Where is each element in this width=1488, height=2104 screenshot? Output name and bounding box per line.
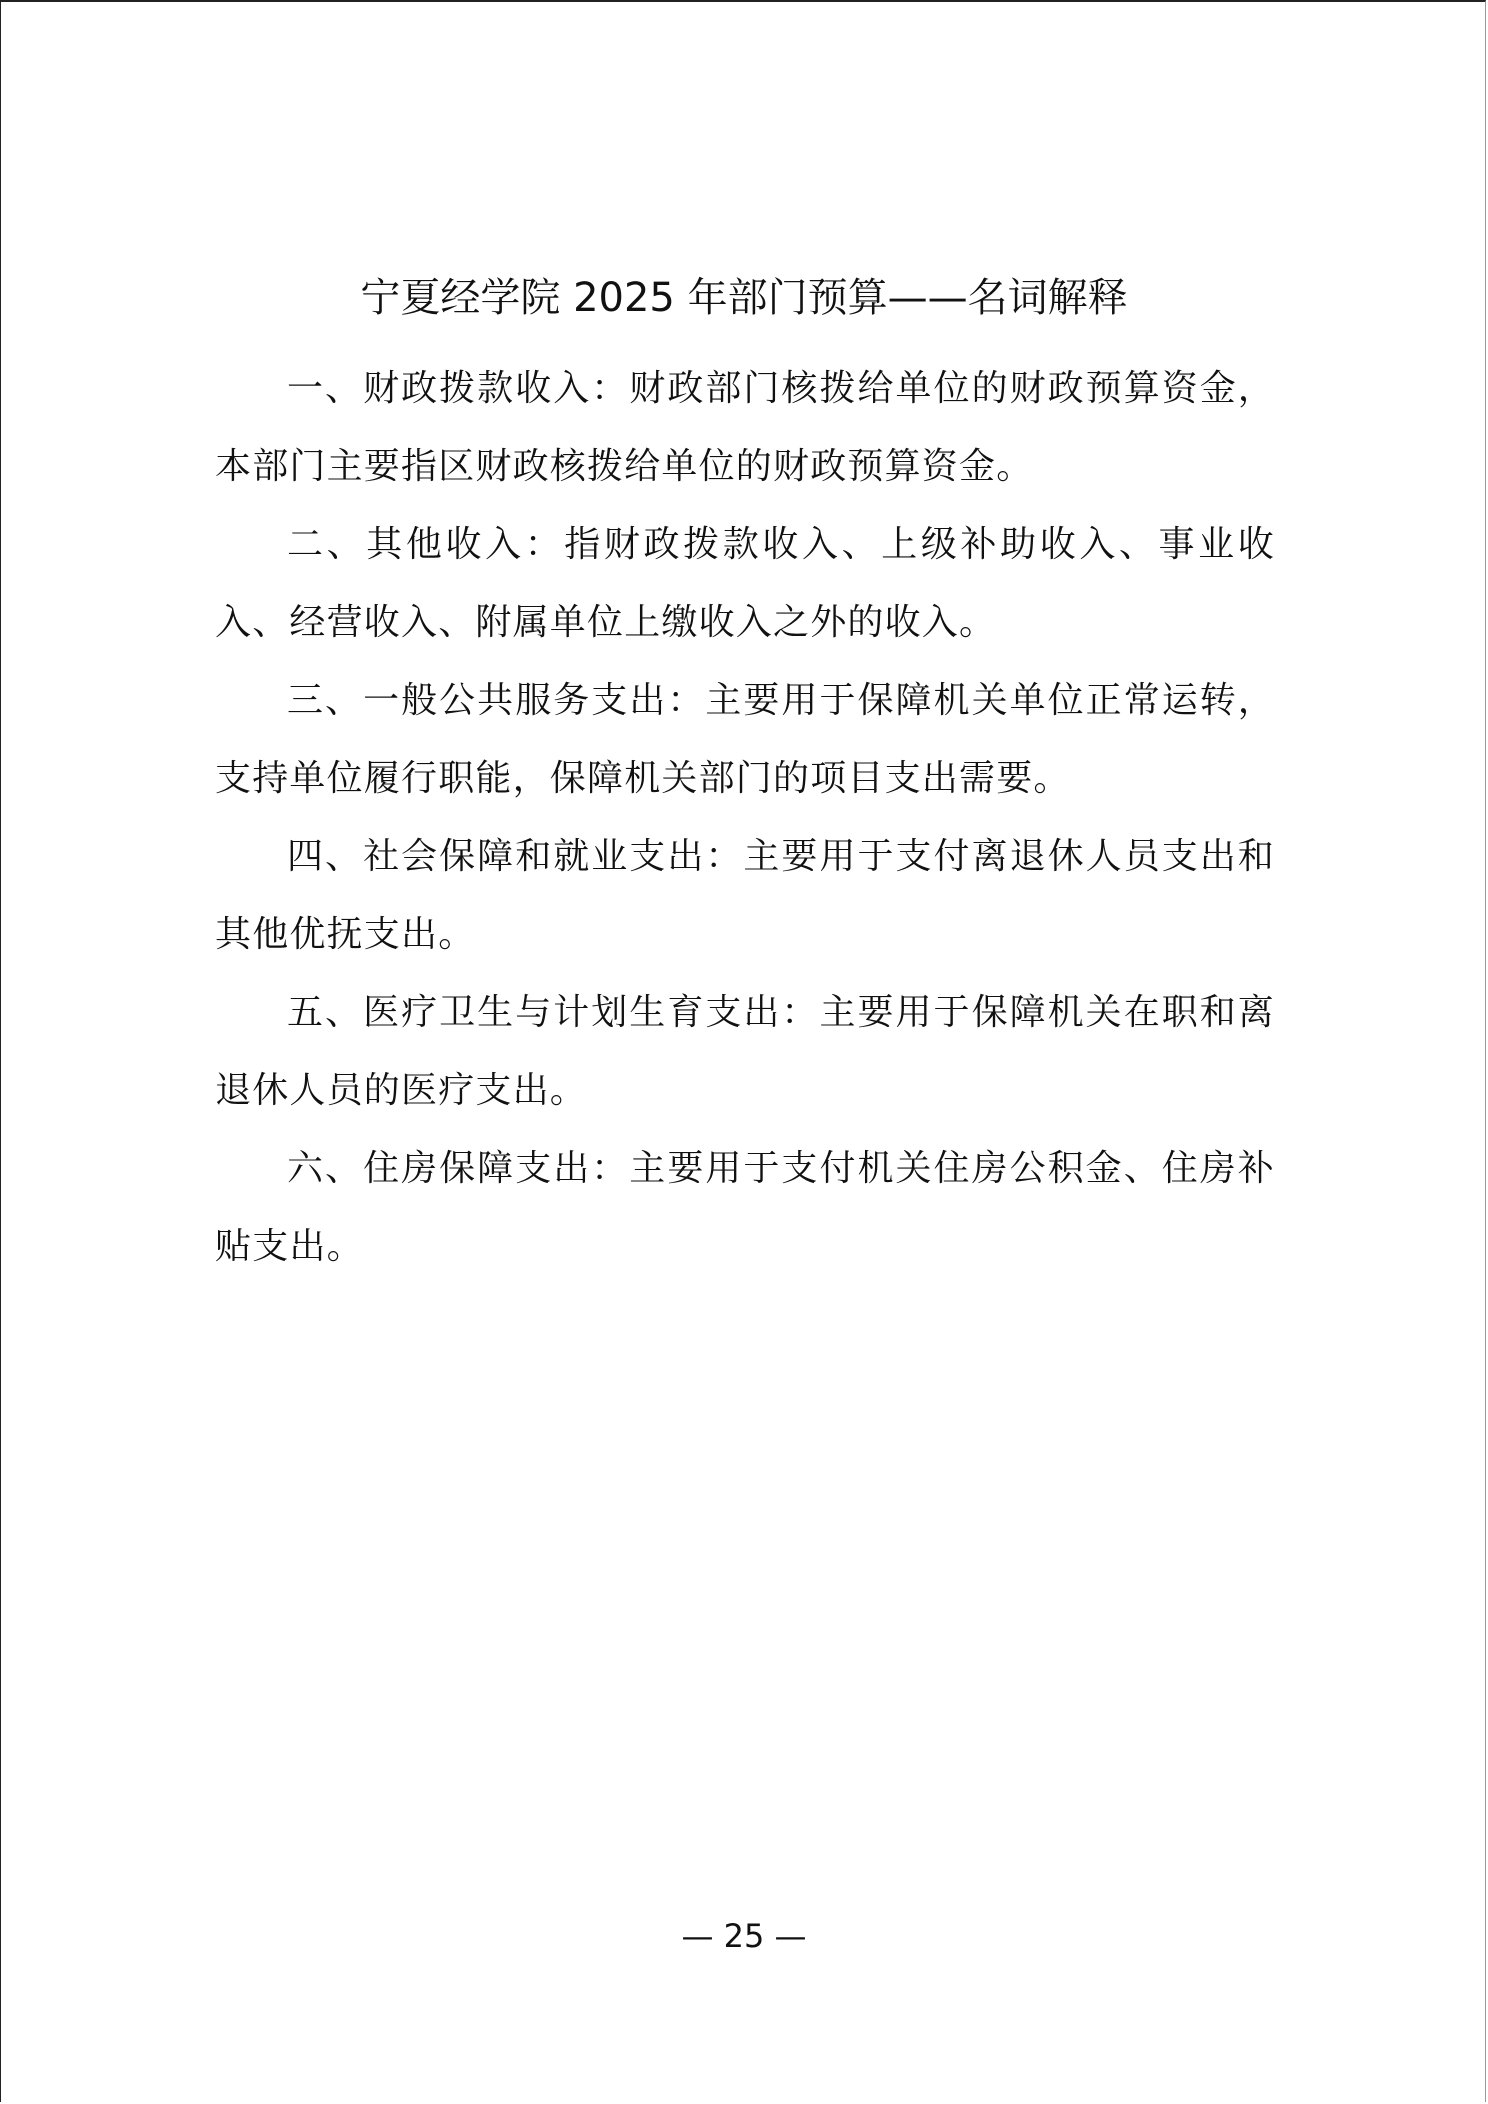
- page-number: — 25 —: [681, 1917, 807, 1955]
- document-body: [215, 350, 1275, 1286]
- page-title: 宁夏经学院 2025 年部门预算——名词解释: [360, 275, 1128, 321]
- paragraph-medical-health: 五、医疗卫生与计划生育支出：主要用于保障机关在职和离退休人员的医疗支出。: [215, 992, 1275, 1111]
- paragraph-other-income: 二、其他收入：指财政拨款收入、上级补助收入、事业收入、经营收入、附属单位上缴收入之外的收入。: [215, 524, 1275, 643]
- paragraph-general-public-services: 三、一般公共服务支出：主要用于保障机关单位正常运转，支持单位履行职能，保障机关部门的项目支出需要。: [215, 680, 1275, 799]
- paragraph-social-security-employment: 四、社会保障和就业支出：主要用于支付离退休人员支出和其他优抚支出。: [215, 836, 1275, 955]
- paragraph-fiscal-appropriation-income: 一、财政拨款收入：财政部门核拨给单位的财政预算资金，本部门主要指区财政核拨给单位的财政预算资金。: [215, 368, 1275, 487]
- paragraph-housing-security: 六、住房保障支出：主要用于支付机关住房公积金、住房补贴支出。: [215, 1148, 1275, 1267]
